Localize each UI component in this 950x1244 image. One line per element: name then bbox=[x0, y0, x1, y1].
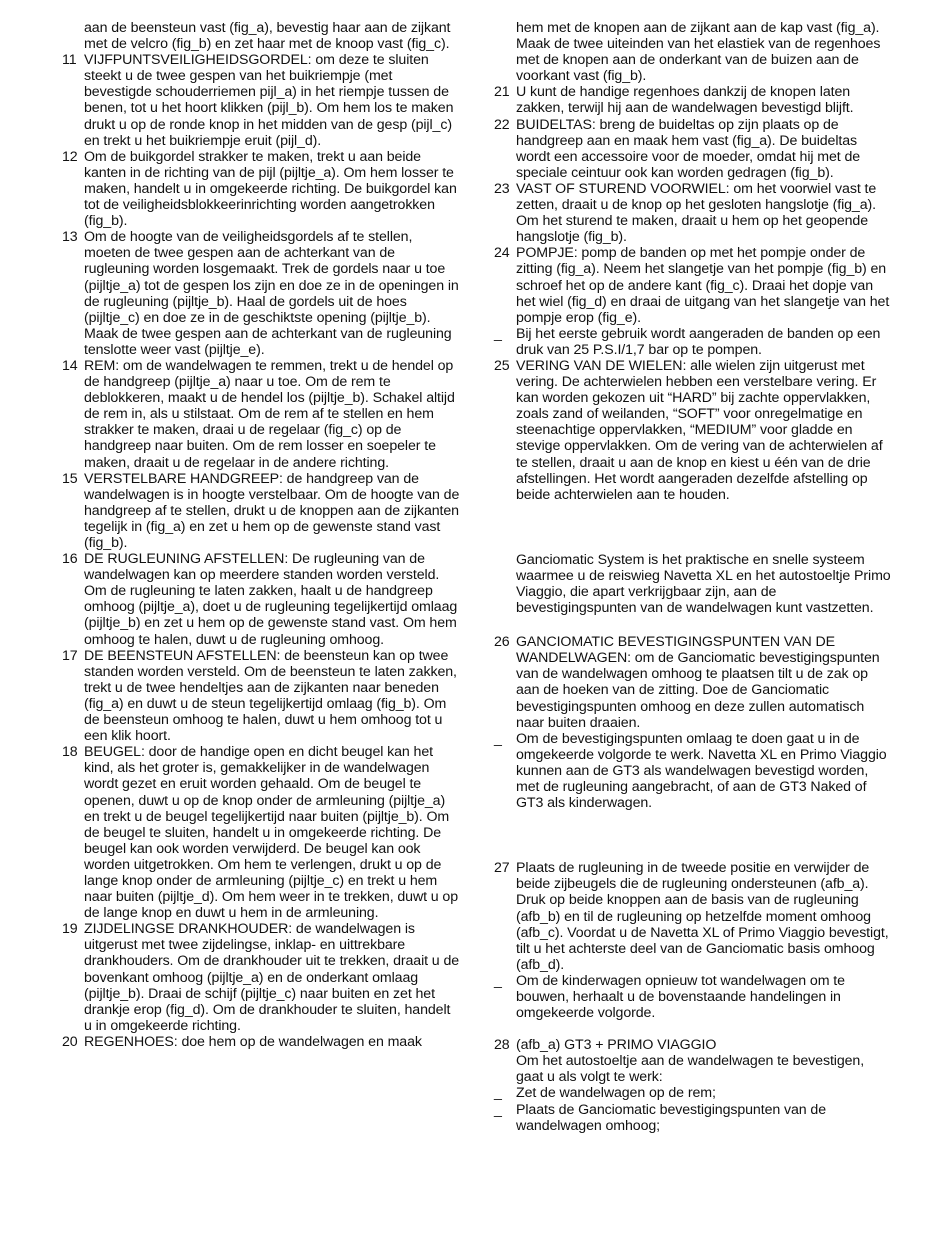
item-number: 21 bbox=[494, 84, 510, 101]
instruction-item-27 bbox=[494, 860, 894, 973]
dash-marker: _ bbox=[494, 325, 502, 342]
right-column bbox=[494, 20, 894, 1134]
instruction-item-26 bbox=[494, 634, 894, 731]
item-text: U kunt de handige regenhoes dankzij de knopen laten zakken, terwijl hij aan de wandelwagen bevestigd blijft. bbox=[516, 84, 854, 117]
dash-marker: _ bbox=[494, 1101, 502, 1118]
item-number: 17 bbox=[62, 647, 78, 664]
item-text: VERSTELBARE HANDGREEP: de handgreep van de wandelwagen is in hoogte verstelbaar. Om de hoogte van de handgreep af te stellen, drukt u de knoppen aan de zijkanten tegelijk in (fig_a) en zet u hem op de gewenste stand vast (fig_b). bbox=[84, 470, 460, 551]
instruction-item-16 bbox=[62, 551, 460, 648]
item-number: 18 bbox=[62, 744, 78, 761]
item-text: DE RUGLEUNING AFSTELLEN: De rugleuning van de wandelwagen kan op meerdere standen worden versteld. Om de rugleuning te laten zakken, haalt u de handgreep omhoog (pijltje_a), doet u de rugleuning tegelijkertijd omlaag (pijltje_b) en zet u hem op de gewenste stand vast. Om hem omhoog te halen, duwt u de rugleuning omhoog. bbox=[84, 551, 458, 648]
item-text: REGENHOES: doe hem op de wandelwagen en maak bbox=[84, 1033, 422, 1050]
instruction-item-17 bbox=[62, 648, 460, 745]
item-number: 12 bbox=[62, 148, 78, 165]
dash-marker: _ bbox=[494, 972, 502, 989]
ganciomatic-intro-paragraph: Ganciomatic System is het praktische en snelle systeem waarmee u de reiswieg Navetta XL en het autostoeltje Primo Viaggio, die apart verkrijgbaar zijn, aan de bevestigingspunten van de wandelwagen kunt vastzetten. bbox=[516, 551, 891, 617]
item-text: ZIJDELINGSE DRANKHOUDER: de wandelwagen is uitgerust met twee zijdelingse, inklap- en uittrekbare drankhouders. Om de drankhouder uit te trekken, draait u de bovenkant omhoog (pijltje_a) en de onderkant omlaag (pijltje_b). Draai de schijf (pijltje_c) naar buiten en zet het drankje erop (fig_d). Om de drankhouder te sluiten, handelt u in omgekeerde richting. bbox=[84, 921, 460, 1034]
item-number: 19 bbox=[62, 921, 78, 938]
instruction-item-22 bbox=[494, 117, 894, 181]
item-text: REM: om de wandelwagen te remmen, trekt u de hendel op de handgreep (pijltje_a) naar u toe. Om de rem te deblokkeren, maakt u de hendel los (pijltje_b). Schakel altijd de rem in, als u stilstaat. Om de rem af te stellen en hem strakker te maken, draai u de regelaar (fig_c) op de handgreep naar buiten. Om de rem losser en soepeler te maken, draait u de regelaar in de andere richting. bbox=[84, 357, 455, 471]
spacer bbox=[494, 503, 894, 552]
note-text: Bij het eerste gebruik wordt aangeraden de banden op een druk van 25 P.S.I/1,7 bar op te pompen. bbox=[516, 325, 881, 358]
item-text: VAST OF STUREND VOORWIEL: om het voorwiel vast te zetten, draait u de knop op het gesloten hangslotje (fig_a). Om het sturend te maken, draait u hem op het geopende hangslotje (fig_b). bbox=[516, 180, 877, 246]
instruction-item-23 bbox=[494, 181, 894, 245]
item-text: BUIDELTAS: breng de buideltas op zijn plaats op de handgreep aan en maak hem vast (fig_a). De buideltas wordt een accessoire voor de moeder, omdat hij met de speciale ceintuur ook kan worden gedragen (fig_b). bbox=[516, 116, 861, 181]
item-text: Plaats de rugleuning in de tweede positie en verwijder de beide zijbeugels die de rugleuning ondersteunen (afb_a). Druk op beide knoppen aan de basis van de rugleuning (afb_b) en til de rugleuning op hetzelfde moment omhoog (afb_c). Voordat u de Navetta XL of Primo Viaggio bevestigt, tilt u het achterste deel van de Ganciomatic basis omhoog (afb_d). bbox=[516, 860, 889, 973]
item-number: 16 bbox=[62, 551, 78, 568]
item-text: BEUGEL: door de handige open en dicht beugel kan het kind, als het groter is, gemakkelijker in de wandelwagen wordt gezet en eruit worden gehaald. Om de beugel te openen, duwt u op de knop onder de armleuning (pijltje_a) en trekt u de beugel tegelijkertijd naar buiten (pijltje_b). Om de beugel te sluiten, handelt u in omgekeerde richting. De beugel kan ook worden verwijderd. De beugel kan ook worden uitgetrokken. Om hem te verlengen, drukt u op de lange knop onder de armleuning (pijltje_c) en trekt u hem naar buiten (pijltje_d). Om hem weer in te trekken, duwt u op de lange knop en duwt u hem in de armleuning. bbox=[84, 744, 458, 922]
note-item bbox=[494, 326, 894, 358]
item-text: Om de buikgordel strakker te maken, trekt u aan beide kanten in de richting van de pijl (pijltje_a). Om hem losser te maken, handelt u in omgekeerde richting. De buikgordel kan tot de veiligheidsblokkeerinrichting worden aangetrokken (fig_b). bbox=[84, 148, 457, 230]
item-number: 11 bbox=[62, 52, 77, 69]
instruction-item-25 bbox=[494, 358, 894, 503]
dash-marker: _ bbox=[494, 1085, 502, 1102]
instruction-item-20 bbox=[62, 1034, 460, 1050]
note-text: Plaats de Ganciomatic bevestigingspunten van de wandelwagen omhoog; bbox=[516, 1101, 826, 1134]
item-text: VERING VAN DE WIELEN: alle wielen zijn uitgerust met vering. De achterwielen hebben een verstelbare vering. Er kan worden gekozen uit “HARD” bij zachte oppervlakken, zoals zand of weilanden, “SOFT” voor onregelmatige en steenachtige oppervlakken, “MEDIUM” voor gladde en stevige oppervlakken. Om de vering van de achterwielen af te stellen, draait u aan de knop en kiest u één van de drie afstellingen. Het wordt aangeraden dezelfde afstelling op beide achterwielen aan te houden. bbox=[516, 357, 883, 503]
instruction-item-15 bbox=[62, 471, 460, 551]
note-text: Zet de wandelwagen op de rem; bbox=[516, 1085, 716, 1102]
instruction-item-19 bbox=[62, 921, 460, 1034]
note-item bbox=[494, 973, 894, 1021]
item-text: (afb_a) GT3 + PRIMO VIAGGIO bbox=[516, 1037, 717, 1054]
item-number: 14 bbox=[62, 357, 78, 374]
instruction-item-21 bbox=[494, 84, 894, 116]
note-text: Om de kinderwagen opnieuw tot wandelwagen om te bouwen, herhaalt u de bovenstaande handelingen in omgekeerde volgorde. bbox=[516, 972, 845, 1022]
item-text: POMPJE: pomp de banden op met het pompje onder de zitting (fig_a). Neem het slangetje van het pompje (fig_b) en schroef het op de andere kant (fig_c). Draai het dopje van het wiel (fig_d) en draai de uitgang van het slangetje van het pompje erop (fig_e). bbox=[516, 245, 890, 326]
item-number: 13 bbox=[62, 229, 78, 246]
item-number: 26 bbox=[494, 634, 510, 651]
instruction-item-18 bbox=[62, 744, 460, 921]
instruction-item-11 bbox=[62, 52, 460, 149]
note-item bbox=[494, 731, 894, 811]
spacer bbox=[494, 616, 894, 634]
dash-marker: _ bbox=[494, 730, 502, 747]
instruction-item-24 bbox=[494, 245, 894, 325]
left-column bbox=[62, 20, 460, 1050]
item-28-subtext: Om het autostoeltje aan de wandelwagen te bevestigen, gaat u als volgt te werk: bbox=[516, 1053, 865, 1086]
item-text: DE BEENSTEUN AFSTELLEN: de beensteun kan op twee standen worden versteld. Om de beensteun te laten zakken, trekt u de twee hendeltjes aan de zijkanten naar beneden (fig_a) en duwt u de steun tegelijkertijd omlaag (fig_b). Om de beensteun omhoog te halen, duwt u hem omhoog tot u een klik hoort. bbox=[84, 647, 457, 745]
item-number: 20 bbox=[62, 1033, 78, 1050]
spacer bbox=[494, 811, 894, 860]
spacer bbox=[494, 1021, 894, 1037]
item-text: GANCIOMATIC BEVESTIGINGSPUNTEN VAN DE WANDELWAGEN: om de Ganciomatic bevestigingspunten van de wandelwagen omhoog te plaatsen tilt u de zak op aan de hoeken van de zitting. Doe de Ganciomatic bevestigingspunten omhoog en deze zullen automatisch naar buiten draaien. bbox=[516, 634, 880, 731]
item-number: 24 bbox=[494, 245, 510, 262]
instruction-item-14 bbox=[62, 358, 460, 471]
note-item bbox=[494, 1102, 894, 1134]
item-number: 22 bbox=[494, 116, 510, 133]
instruction-item-12 bbox=[62, 149, 460, 229]
left-intro-paragraph: aan de beensteun vast (fig_a), bevestig haar aan de zijkant met de velcro (fig_b) en zet haar met de knoop vast (fig_c). bbox=[84, 20, 451, 53]
item-number: 25 bbox=[494, 357, 510, 374]
item-number: 23 bbox=[494, 180, 510, 197]
note-item bbox=[494, 1085, 894, 1101]
instruction-item-28 bbox=[494, 1037, 894, 1053]
item-number: 27 bbox=[494, 860, 510, 877]
instruction-item-13 bbox=[62, 229, 460, 358]
item-number: 28 bbox=[494, 1037, 510, 1054]
note-text: Om de bevestigingspunten omlaag te doen gaat u in de omgekeerde volgorde te werk. Navetta XL en Primo Viaggio kunnen aan de GT3 als wandelwagen bevestigd worden, met de rugleuning aangebracht, of aan de GT3 Naked of GT3 als kinderwagen. bbox=[516, 730, 887, 812]
item-text: Om de hoogte van de veiligheidsgordels af te stellen, moeten de twee gespen aan de achterkant van de rugleuning worden losgemaakt. Trek de gordels naar u toe (pijltje_a) tot de gespen los zijn en doe ze in de openingen in de rugleuning (pijltje_b). Haal de gordels uit de hoes (pijltje_c) en doe ze in de geschiktste opening (pijltje_b). Maak de twee gespen aan de achterkant van de rugleuning tenslotte weer vast (pijltje_e). bbox=[84, 229, 459, 358]
item-text: VIJFPUNTSVEILIGHEIDSGORDEL: om deze te sluiten steekt u de twee gespen van het buikriempje (met bevestigde schouderriemen pijl_a) in het riempje tussen de benen, tot u het hoort klikken (pijl_b). Om hem los te maken drukt u op de ronde knop in het midden van de gesp (pijl_c) en trekt u het buikriempje eruit (pijl_d). bbox=[84, 52, 454, 149]
item-number: 15 bbox=[62, 470, 78, 487]
right-intro-paragraph: hem met de knopen aan de zijkant aan de kap vast (fig_a). Maak de twee uiteinden van het elastiek van de regenhoes met de knopen aan de onderkant van de buizen aan de voorkant vast (fig_b). bbox=[516, 20, 881, 85]
